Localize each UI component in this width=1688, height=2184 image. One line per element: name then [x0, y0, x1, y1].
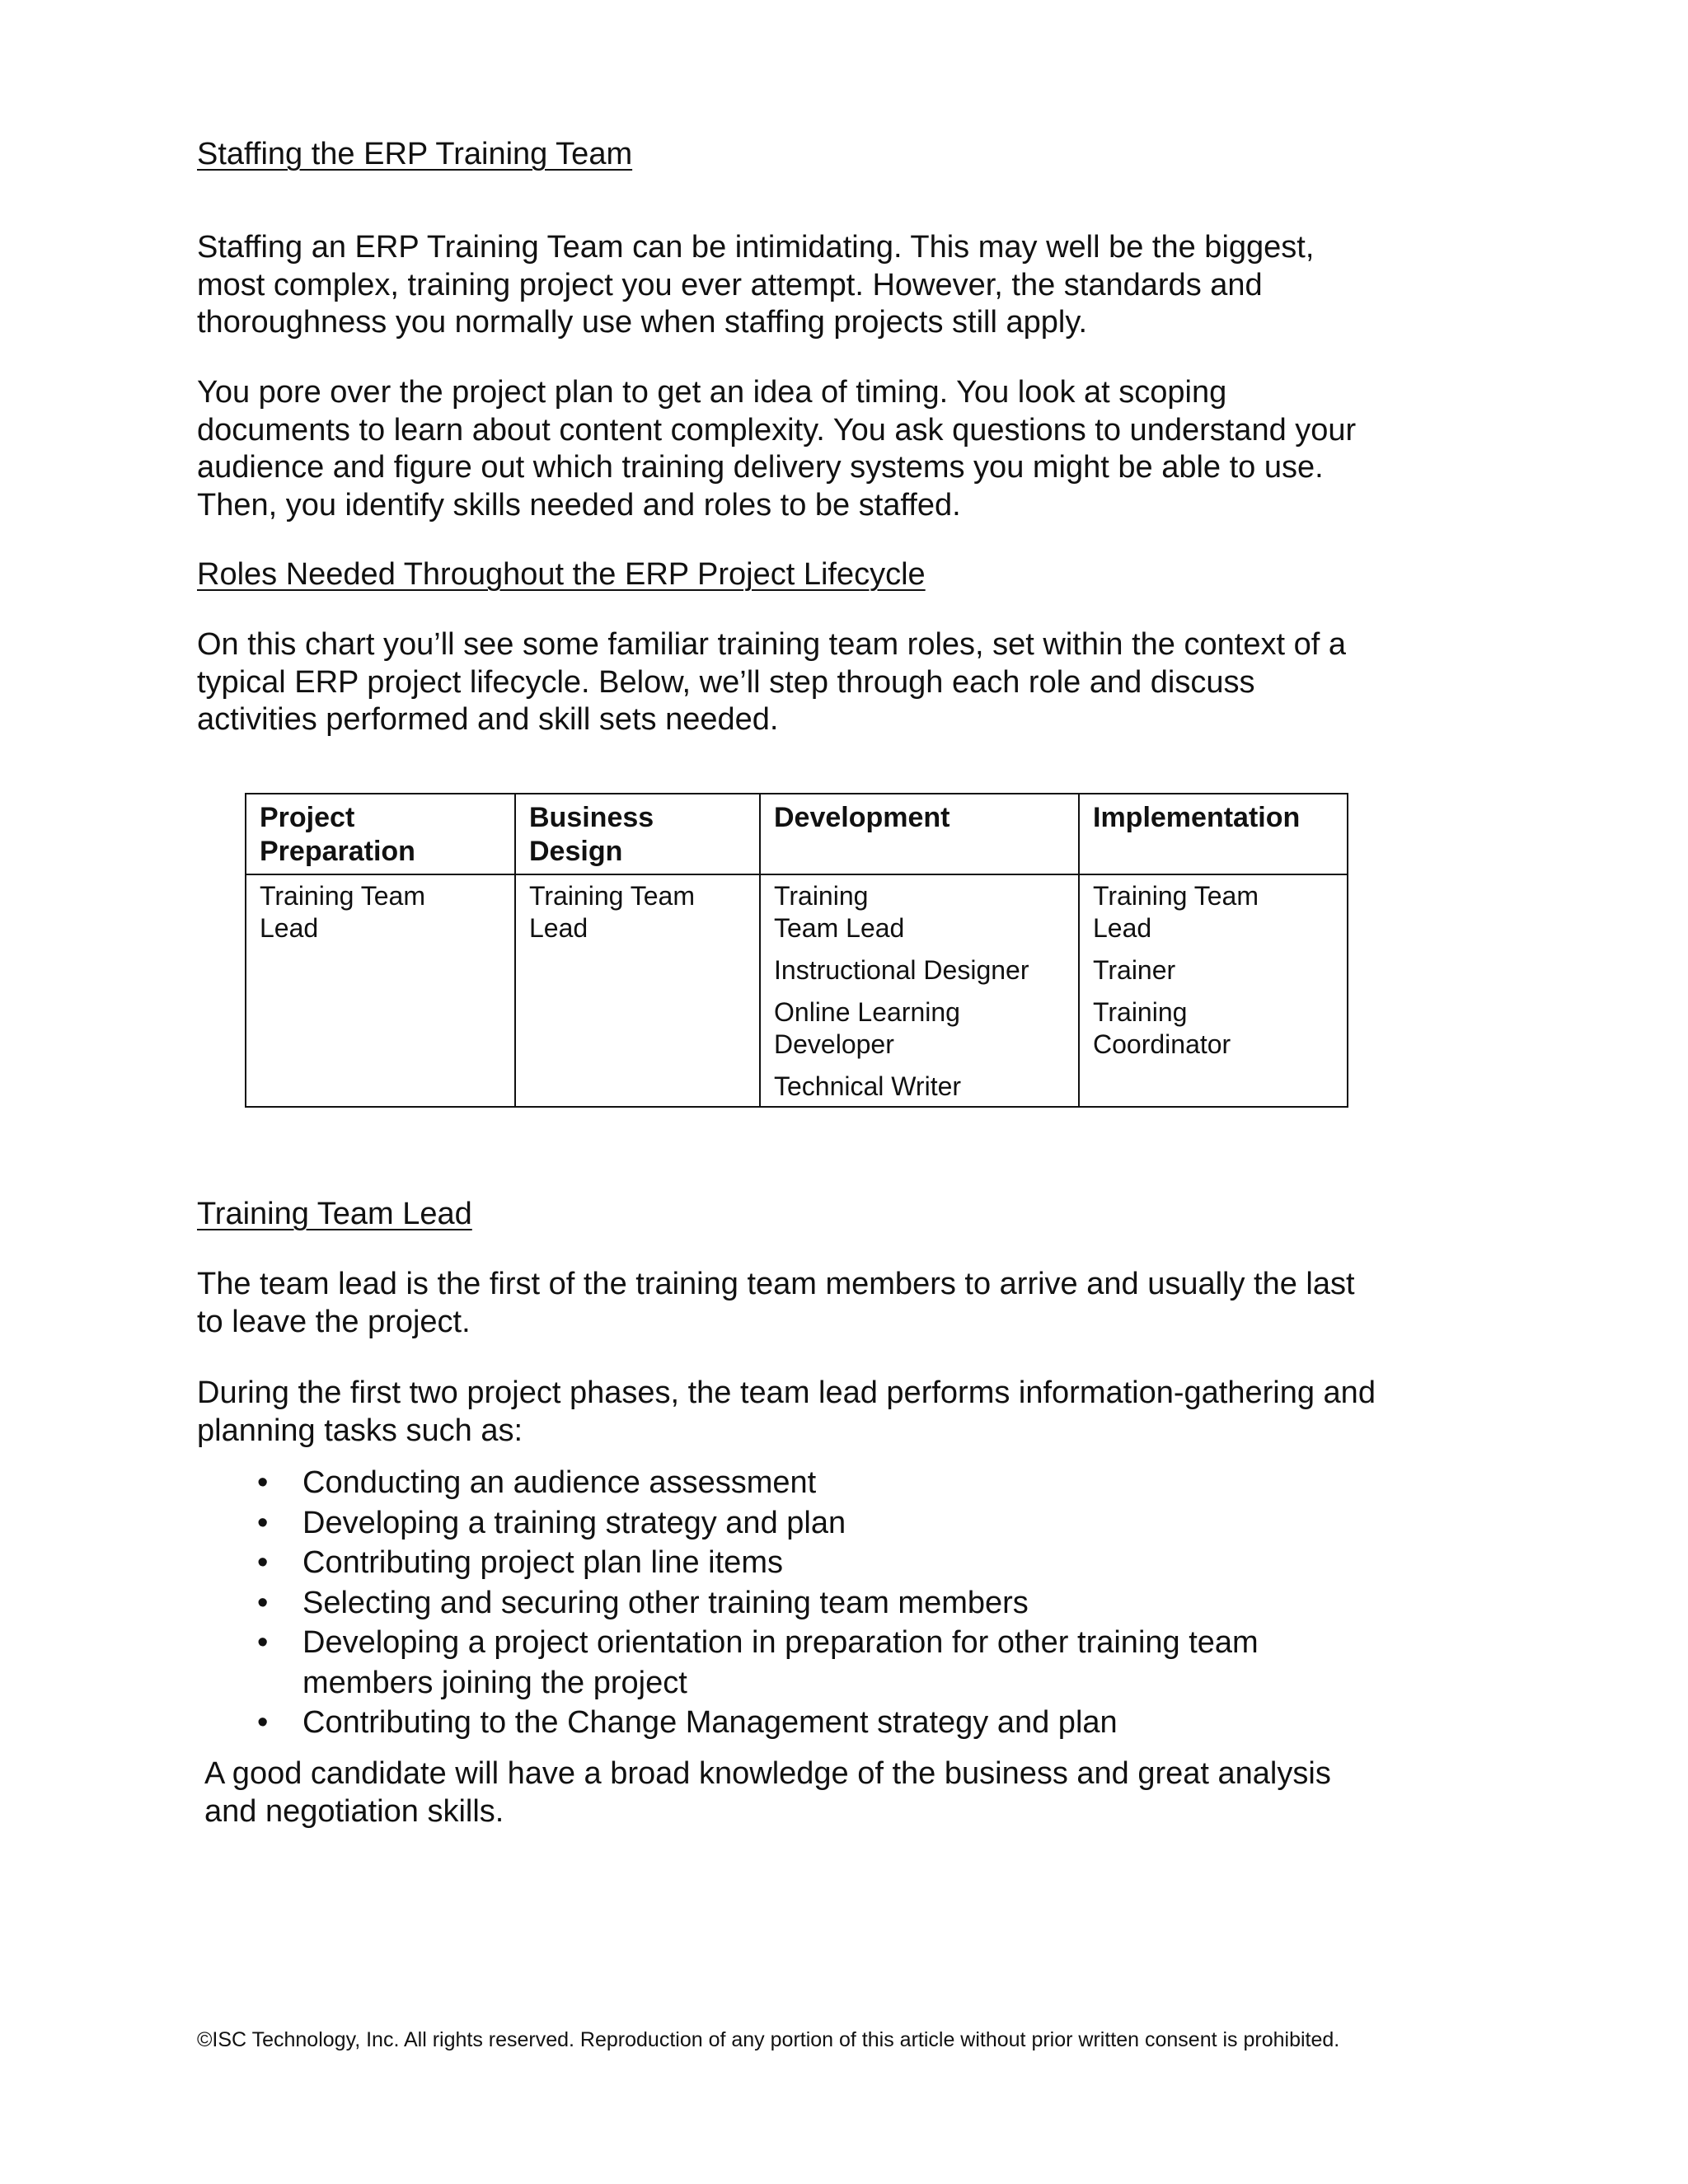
role-instructional-designer — [774, 954, 1065, 987]
role-line: Lead — [529, 913, 588, 943]
list-item-text: Contributing project plan line items — [302, 1545, 783, 1580]
bullet-icon: • — [257, 1585, 269, 1620]
role-line: Technical Writer — [774, 1071, 962, 1101]
paragraph-chart-intro — [197, 626, 1450, 739]
list-item-text: Developing a project orientation in preparation for other training team — [302, 1625, 1259, 1660]
role-line: Training — [774, 881, 869, 911]
roles-lifecycle-table — [245, 793, 1348, 1108]
role-line: Trainer — [1093, 955, 1176, 985]
bullet-icon: • — [257, 1545, 269, 1580]
list-item — [197, 1543, 1433, 1583]
role-training-team-lead — [529, 880, 746, 944]
role-line: Coordinator — [1093, 1029, 1231, 1059]
role-trainer — [1093, 954, 1334, 987]
paragraph-planning — [197, 374, 1450, 524]
text-line: During the first two project phases, the team lead performs information-gathering and — [197, 1376, 1376, 1410]
section-heading-training-team-lead: Training Team Lead — [197, 1197, 472, 1231]
role-training-team-lead — [1093, 880, 1334, 944]
role-training-team-lead — [260, 880, 501, 944]
cell-development-roles — [760, 874, 1079, 1107]
role-line: Training Team — [1093, 881, 1259, 911]
role-line: Training — [1093, 997, 1188, 1027]
role-training-coordinator — [1093, 996, 1334, 1061]
text-line: typical ERP project lifecycle. Below, we’ll step through each role and discuss — [197, 664, 1255, 700]
list-item — [197, 1703, 1433, 1743]
text-line: Then, you identify skills needed and roles to be staffed. — [197, 487, 961, 523]
paragraph-team-lead-tasks — [197, 1375, 1450, 1450]
text-line: documents to learn about content complexity. You ask questions to understand your — [197, 412, 1357, 448]
role-line: Lead — [1093, 913, 1152, 943]
header-line: Project — [260, 802, 355, 833]
section-heading-roles: Roles Needed Throughout the ERP Project Lifecycle — [197, 557, 926, 592]
list-item — [197, 1623, 1433, 1703]
table-row — [246, 874, 1348, 1107]
text-line: and negotiation skills. — [204, 1793, 504, 1829]
list-item-text: Contributing to the Change Management strategy and plan — [302, 1705, 1118, 1740]
bullet-icon: • — [257, 1505, 269, 1540]
header-line: Development — [774, 802, 950, 833]
cell-implementation-roles — [1079, 874, 1348, 1107]
role-line: Online Learning — [774, 997, 960, 1027]
bullet-icon: • — [257, 1705, 269, 1740]
paragraph-candidate-skills — [204, 1755, 1457, 1830]
header-business-design — [515, 794, 760, 874]
table-header-row — [246, 794, 1348, 874]
header-line: Implementation — [1093, 802, 1301, 833]
text-line: most complex, training project you ever attempt. However, the standards and — [197, 267, 1263, 302]
role-online-learning-developer — [774, 996, 1065, 1061]
text-line: thoroughness you normally use when staffing projects still apply. — [197, 305, 1088, 340]
paragraph-team-lead-intro — [197, 1266, 1450, 1341]
section-heading-staffing: Staffing the ERP Training Team — [197, 137, 633, 171]
header-project-preparation — [246, 794, 515, 874]
role-line: Team Lead — [774, 913, 905, 943]
cell-project-preparation-roles — [246, 874, 515, 1107]
paragraph-intro — [197, 229, 1450, 342]
role-line: Developer — [774, 1029, 894, 1059]
text-line: The team lead is the first of the training team members to arrive and usually the last — [197, 1267, 1355, 1301]
header-line: Design — [529, 836, 623, 867]
list-item-text: Selecting and securing other training team members — [302, 1585, 1029, 1620]
bullet-icon: • — [257, 1625, 269, 1660]
bullet-icon: • — [257, 1465, 269, 1500]
cell-business-design-roles — [515, 874, 760, 1107]
text-line: to leave the project. — [197, 1304, 471, 1339]
role-line: Training Team — [529, 881, 695, 911]
header-line: Business — [529, 802, 654, 833]
text-line: planning tasks such as: — [197, 1413, 523, 1448]
list-item — [197, 1583, 1433, 1624]
list-item-text: Developing a training strategy and plan — [302, 1505, 846, 1540]
text-line: audience and figure out which training delivery systems you might be able to use. — [197, 450, 1324, 485]
list-item-text: members joining the project — [302, 1665, 687, 1700]
role-line: Instructional Designer — [774, 955, 1029, 985]
role-technical-writer — [774, 1071, 1065, 1103]
team-lead-task-list — [197, 1463, 1433, 1743]
header-implementation — [1079, 794, 1348, 874]
header-line: Preparation — [260, 836, 415, 867]
role-line: Lead — [260, 913, 319, 943]
list-item — [197, 1463, 1433, 1503]
text-line: On this chart you’ll see some familiar training team roles, set within the context of a — [197, 627, 1346, 662]
text-line: A good candidate will have a broad knowledge of the business and great analysis — [204, 1756, 1331, 1791]
list-item-text: Conducting an audience assessment — [302, 1465, 817, 1500]
text-line: You pore over the project plan to get an idea of timing. You look at scoping — [197, 375, 1227, 410]
text-line: Staffing an ERP Training Team can be intimidating. This may well be the biggest, — [197, 230, 1315, 265]
copyright-footer: ©ISC Technology, Inc. All rights reserved. Reproduction of any portion of this article without prior written consent is prohibited. — [197, 2028, 1340, 2051]
header-development — [760, 794, 1079, 874]
list-item — [197, 1503, 1433, 1544]
role-training-team-lead — [774, 880, 1065, 944]
role-line: Training Team — [260, 881, 425, 911]
text-line: activities performed and skill sets needed. — [197, 702, 779, 737]
